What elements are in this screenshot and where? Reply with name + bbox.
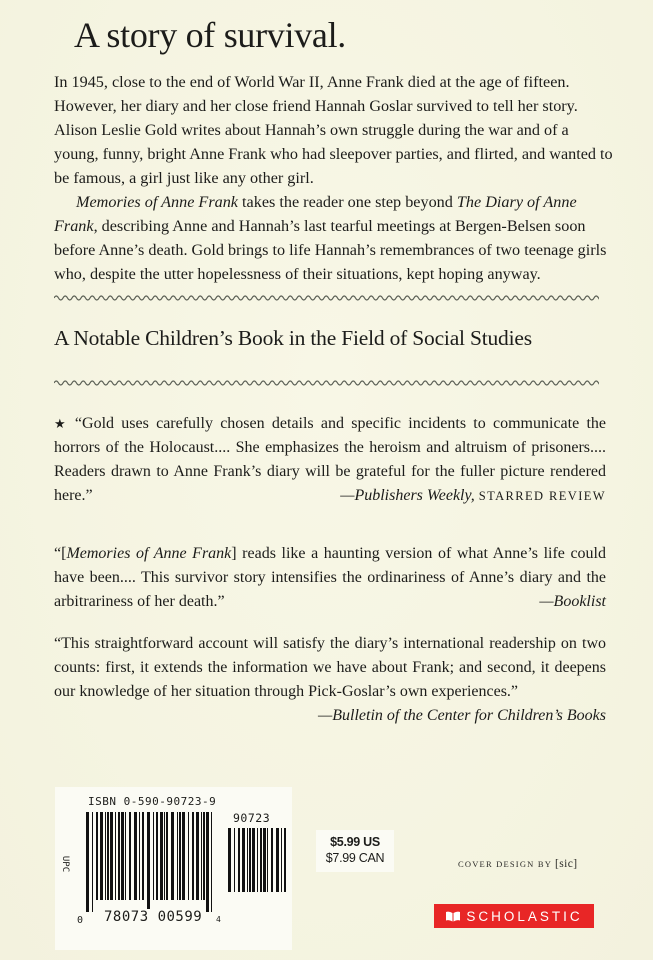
- price-can: $7.99 CAN: [325, 851, 385, 865]
- barcode-bar: [177, 812, 178, 900]
- barcode-bar: [139, 812, 140, 900]
- open-book-icon: [445, 911, 461, 922]
- barcode-bar: [142, 812, 144, 900]
- book-title: Memories of Anne Frank: [76, 193, 238, 211]
- wave-divider-top: [54, 293, 599, 303]
- barcode-bar: [129, 812, 131, 900]
- cover-design-credit: [458, 858, 577, 870]
- barcode-bar: [125, 812, 126, 900]
- barcode-bar: [252, 828, 255, 892]
- barcode-bar: [281, 828, 282, 892]
- barcode-bar: [257, 828, 258, 892]
- synopsis: [54, 70, 614, 286]
- barcode-panel: [55, 787, 292, 950]
- book-title: Memories of Anne Frank: [66, 545, 232, 562]
- review-source: [54, 484, 606, 508]
- quote-text: “Gold uses carefully chosen details and specific incidents to communicate the horrors of the Holocaust.... She emphasizes the heroism and altruism of prisoners.... Readers drawn to Anne Frank’s diary will be grateful for the fuller picture rendered here.”: [54, 415, 607, 504]
- barcode-bar: [196, 812, 199, 900]
- barcode-bar: [284, 828, 286, 892]
- barcode-bar: [164, 812, 165, 900]
- diary-title: The Diary of Anne Frank: [54, 193, 577, 235]
- review-bulletin: [54, 632, 606, 728]
- barcode-bar: [260, 828, 262, 892]
- addon-barcode: [227, 828, 289, 904]
- barcode-bar: [206, 812, 209, 912]
- upc-barcode: [85, 812, 213, 912]
- barcode-bar: [134, 812, 137, 900]
- quote-text: ] reads like a haunting version of what Anne’s life could have been.... This survivor story intensifies the ordinariness of Anne’s diary and the arbitrariness of her death.”: [54, 545, 607, 610]
- price-us: $5.99 US: [330, 835, 380, 849]
- barcode-bar: [110, 812, 113, 900]
- barcode-bar: [118, 812, 120, 900]
- barcode-bar: [92, 812, 93, 912]
- isbn-number: ISBN 0-590-90723-9: [88, 795, 217, 808]
- barcode-bar: [238, 828, 240, 892]
- quote-text: “[: [54, 545, 67, 562]
- barcode-bar: [192, 812, 194, 900]
- synopsis-paragraph-2: [54, 190, 614, 286]
- barcode-bar: [96, 812, 98, 900]
- barcode-bar: [121, 812, 124, 900]
- barcode-bar: [201, 812, 202, 900]
- publisher-logo: [434, 904, 594, 928]
- barcode-bar: [156, 812, 158, 900]
- barcode-bar: [160, 812, 163, 900]
- barcode-bar: [271, 828, 273, 892]
- barcode-bar: [228, 828, 231, 892]
- upc-digit-right: 4: [216, 915, 221, 924]
- barcode-bar: [234, 828, 235, 892]
- credit-designer: [sic]: [555, 858, 578, 870]
- review-publishers-weekly: [54, 412, 606, 508]
- synopsis-text: , describing Anne and Hannah’s last tearful meetings at Bergen-Belsen soon before Anne’s death. Gold brings to life Hannah’s remembrances of two teenage girls who, despite the utter hopelessness of their situations, kept hoping anyway.: [54, 217, 607, 283]
- wave-divider-bottom: [54, 378, 599, 388]
- barcode-bar: [107, 812, 109, 900]
- addon-number: 90723: [233, 811, 271, 825]
- source-note: STARRED REVIEW: [478, 489, 606, 503]
- review-source: [54, 704, 606, 728]
- barcode-bar: [153, 812, 154, 900]
- barcode-bar: [166, 812, 168, 900]
- barcode-bar: [179, 812, 181, 900]
- upc-digit-left: 0: [77, 915, 84, 926]
- barcode-bar: [115, 812, 116, 900]
- barcode-bar: [86, 812, 89, 912]
- review-quote: “This straightforward account will satisfy the diary’s international readership on two counts: first, it extends the information we have about Frank; and second, it deepens our knowledge of her situation through Pick-Goslar’s own experiences.”: [54, 635, 606, 700]
- price-sticker: [316, 830, 394, 872]
- barcode-bar: [188, 812, 189, 900]
- source-name: —Booklist: [539, 593, 606, 610]
- synopsis-text: takes the reader one step beyond: [238, 193, 457, 211]
- barcode-bar: [105, 812, 106, 900]
- headline: A story of survival.: [74, 15, 346, 55]
- barcode-bar: [249, 828, 251, 892]
- barcode-bar: [203, 812, 205, 900]
- review-booklist: [54, 542, 606, 614]
- upc-digits-main: 78073 00599: [104, 909, 203, 925]
- source-name: —Publishers Weekly,: [340, 487, 475, 504]
- publisher-name: SCHOLASTIC: [466, 908, 583, 924]
- award-heading: A Notable Children’s Book in the Field of Social Studies: [54, 326, 532, 350]
- barcode-bar: [263, 828, 266, 892]
- barcode-bar: [182, 812, 185, 900]
- barcode-bar: [242, 828, 245, 892]
- upc-label: UPC: [60, 855, 71, 873]
- star-icon: ★: [54, 416, 69, 431]
- barcode-bar: [247, 828, 248, 892]
- barcode-bar: [147, 812, 150, 912]
- credit-label: COVER DESIGN BY: [458, 859, 552, 869]
- barcode-bar: [267, 828, 268, 892]
- barcode-bar: [211, 812, 212, 912]
- source-name: —Bulletin of the Center for Children’s Books: [318, 707, 606, 724]
- synopsis-paragraph-1: In 1945, close to the end of World War II, Anne Frank died at the age of fifteen. However, her diary and her close friend Hannah Goslar survived to tell her story. Alison Leslie Gold writes about Hannah’s own struggle during the war and of a young, funny, bright Anne Frank who had sleepover parties, and flirted, and wanted to be famous, a girl just like any other girl.: [54, 73, 613, 187]
- barcode-bar: [276, 828, 279, 892]
- barcode-bar: [171, 812, 174, 900]
- barcode-bar: [100, 812, 103, 900]
